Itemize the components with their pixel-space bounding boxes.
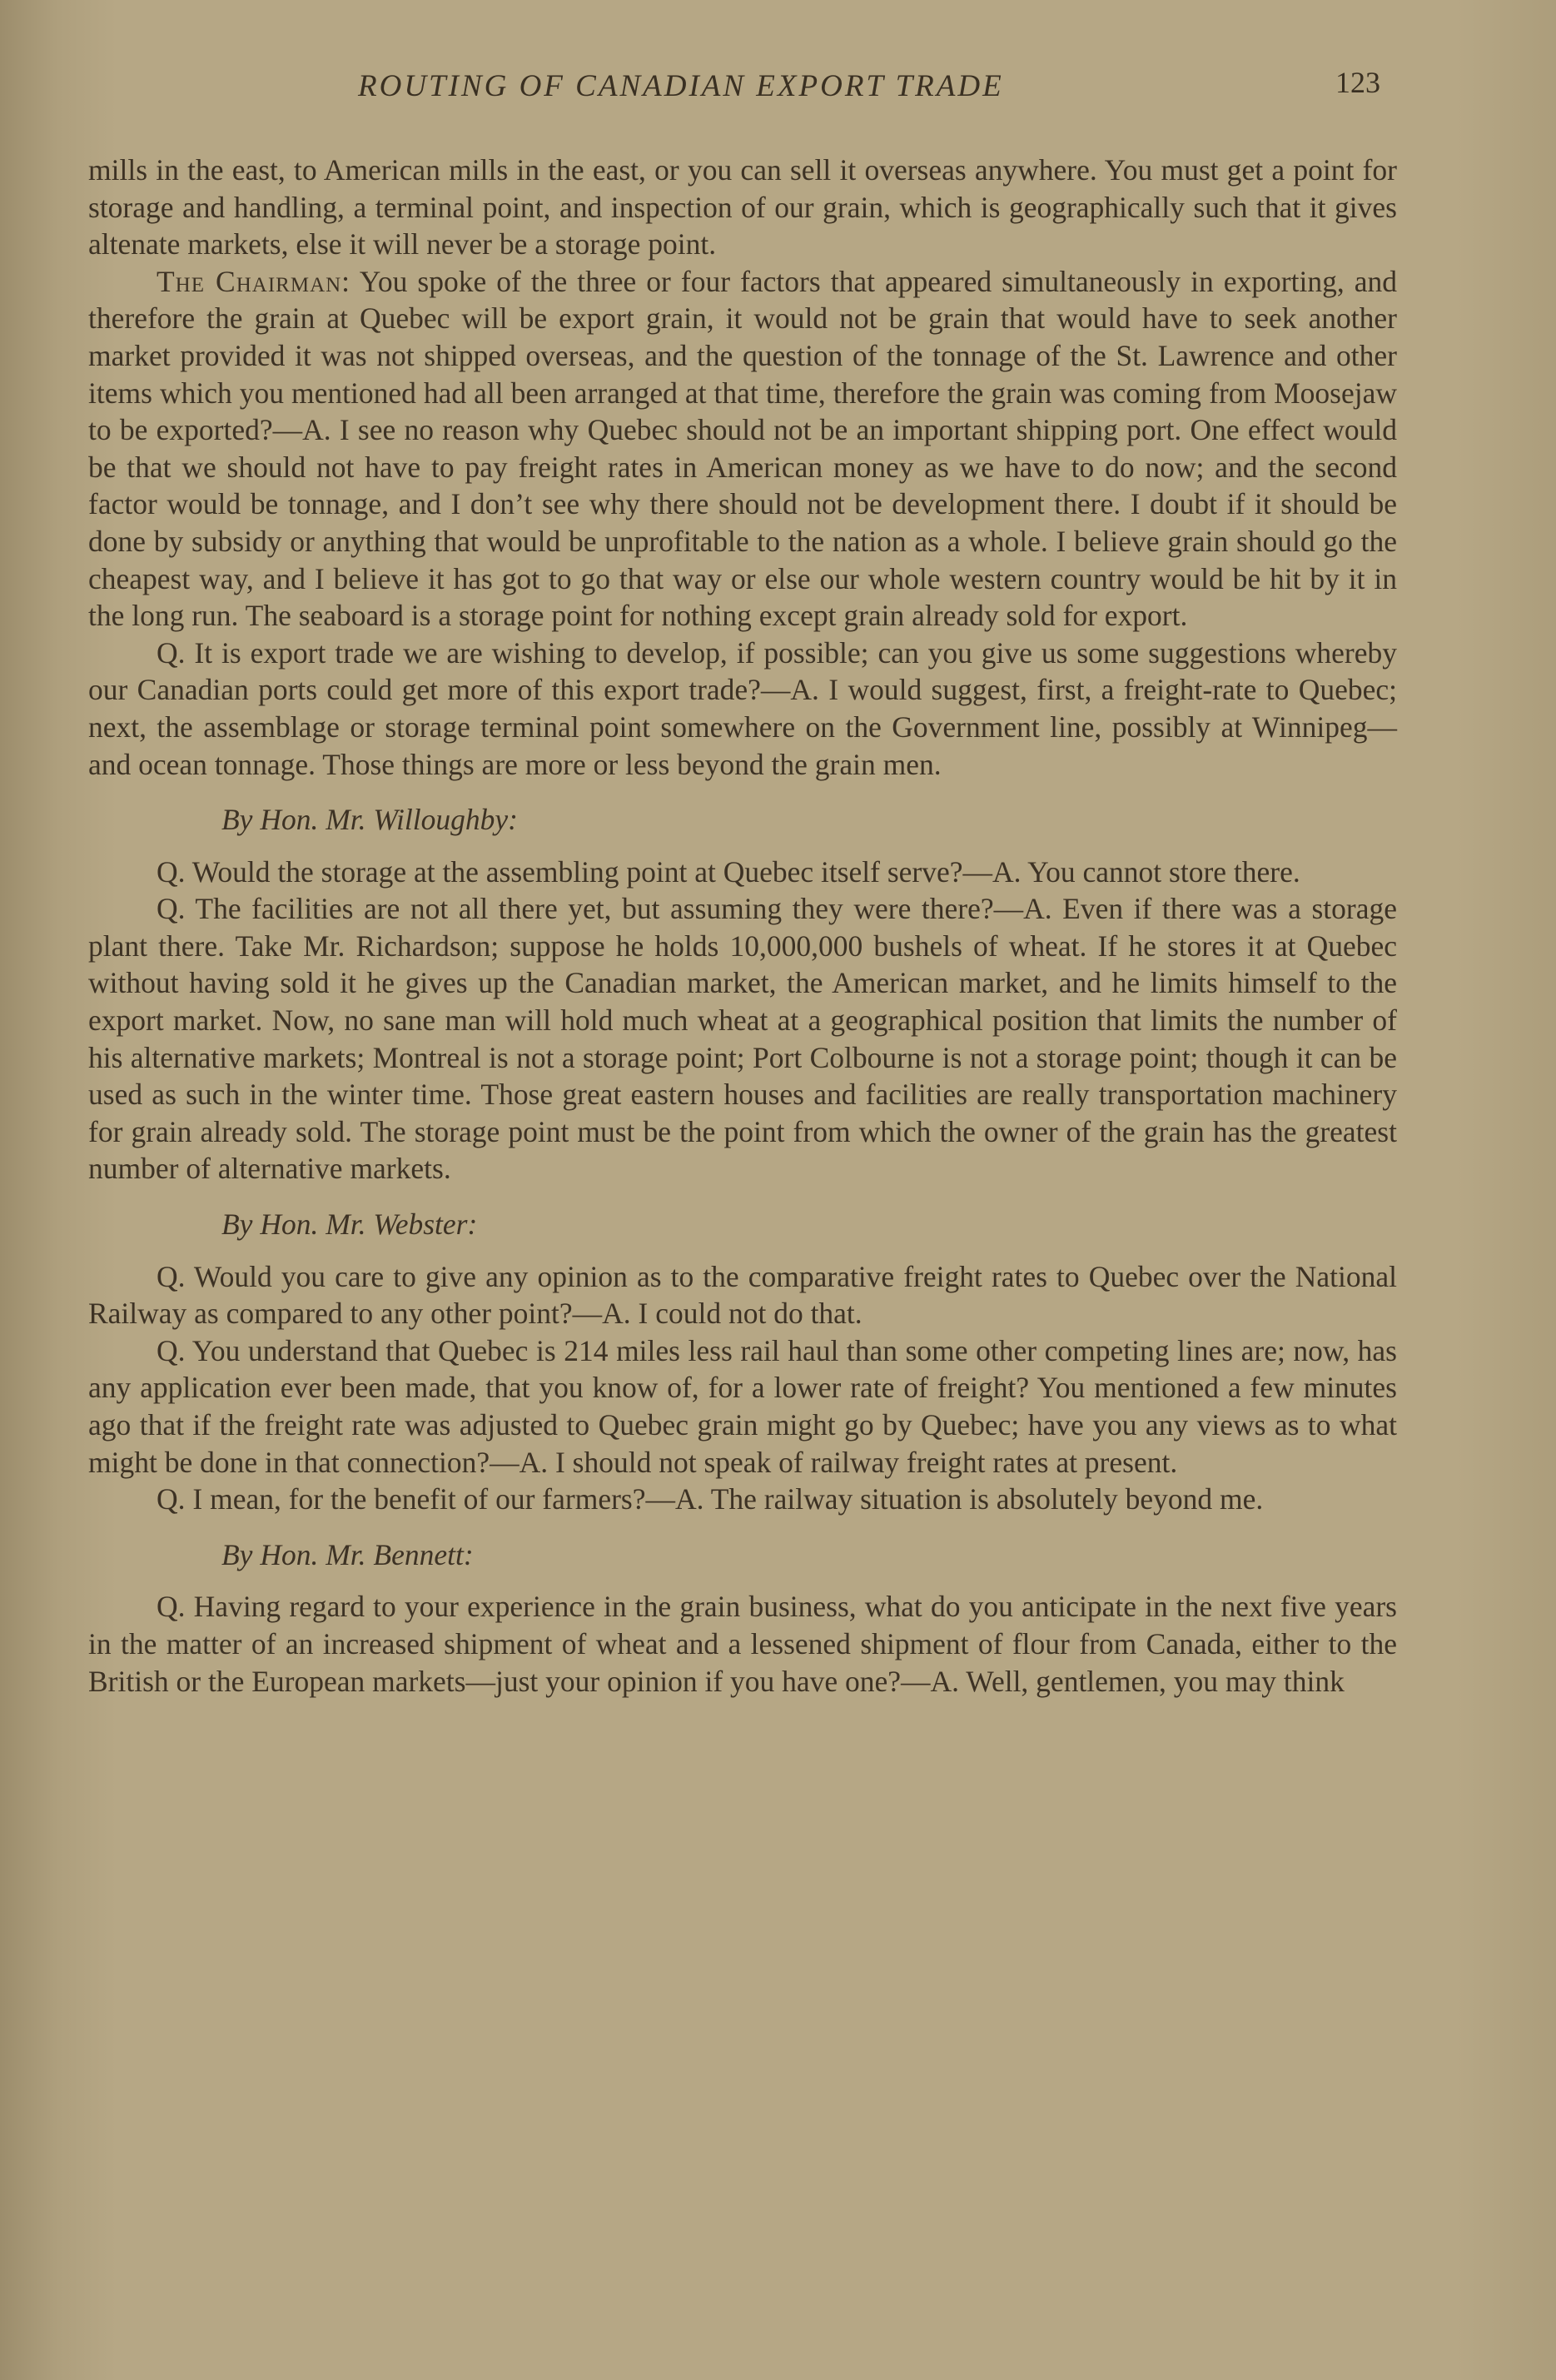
paragraph: Q. The facilities are not all there yet, but assuming they were there?—A. Even if there was a storage plant there. Take Mr. Richardson; suppose he holds 10,000,000 bushels of wheat. If he stores it at Quebec without having sold it he gives up the Canadian market, the American market, and he limits himself to the export market. Now, no sane man will hold much wheat at a geographical position that limits the number of his alternative markets; Montreal is not a storage point; Port Colbourne is not a storage point; though it can be used as such in the winter time. Those great eastern houses and facilities are really transportation machinery for grain already sold. The storage point must be the point from which the owner of the grain has the greatest number of alternative markets.: [88, 892, 1397, 1186]
speaker-label: The Chairman:: [157, 264, 351, 298]
paragraph: Q. I mean, for the benefit of our farmers?—A. The railway situation is absolutely beyond me.: [157, 1482, 1264, 1516]
examiner-heading: By Hon. Mr. Willoughby:: [221, 803, 518, 837]
paragraph: Q. It is export trade we are wishing to develop, if possible; can you give us some suggestions whereby our Canadian ports could get more of this export trade?—A. I would suggest, first, a freight-rate to Quebec; next, the assemblage or storage terminal point somewhere on the Government line, possibly at Winnipeg—and ocean tonnage. Those things are more or less beyond the grain men.: [88, 635, 1397, 781]
paragraph: Q. Having regard to your experience in the grain business, what do you anticipate in the next five years in the matter of an increased shipment of wheat and a lessened shipment of flour from Canada, either to the British or the European markets—just your opinion if you have one?—A. Well, gentlemen, you may think: [88, 1590, 1397, 1698]
examiner-heading: By Hon. Mr. Webster:: [221, 1207, 478, 1242]
page-header: [0, 65, 1556, 115]
paragraph: Q. Would the storage at the assembling point at Quebec itself serve?—A. You cannot store there.: [157, 854, 1300, 889]
paragraph: Q. You understand that Quebec is 214 miles less rail haul than some other competing lines are; now, has any application ever been made, that you know of, for a lower rate of freight? You mentioned a few minutes ago that if the freight rate was adjusted to Quebec grain might go by Quebec; have you any views as to what might be done in that connection?—A. I should not speak of railway freight rates at present.: [88, 1333, 1397, 1479]
examiner-heading: By Hon. Mr. Bennett:: [221, 1537, 474, 1571]
paragraph: [88, 263, 1397, 635]
paragraph-text: You spoke of the three or four factors that appeared simultaneously in exporting, and therefore the grain at Quebec will be export grain, it would not be grain that would have to seek another market provided it was not shipped overseas, and the question of the tonnage of the St. Lawrence and other items which you mentioned had all been arranged at that time, therefore the grain was coming from Moosejaw to be exported?—A. I see no reason why Quebec should not be an important shipping port. One effect would be that we should not have to pay freight rates in American money as we have to do now; and the second factor would be tonnage, and I don’t see why there should not be development there. I doubt if it should be done by subsidy or anything that would be unprofitable to the nation as a whole. I believe grain should go the cheapest way, and I believe it has got to go that way or else our whole western country would be hit by it in the long run. The seaboard is a storage point for nothing except grain already sold for export.: [88, 264, 1398, 633]
page-number: 123: [1335, 66, 1380, 99]
paragraph: Q. Would you care to give any opinion as to the comparative freight rates to Quebec over the National Railway as compared to any other point?—A. I could not do that.: [88, 1259, 1397, 1331]
body-text: [88, 152, 1397, 1700]
running-head: ROUTING OF CANADIAN EXPORT TRADE: [358, 69, 1004, 103]
paragraph: mills in the east, to American mills in the east, or you can sell it overseas anywhere. You must get a point for storage and handling, a terminal point, and inspection of our grain, which is geographically such that it gives altenate markets, else it will never be a storage point.: [88, 153, 1397, 261]
